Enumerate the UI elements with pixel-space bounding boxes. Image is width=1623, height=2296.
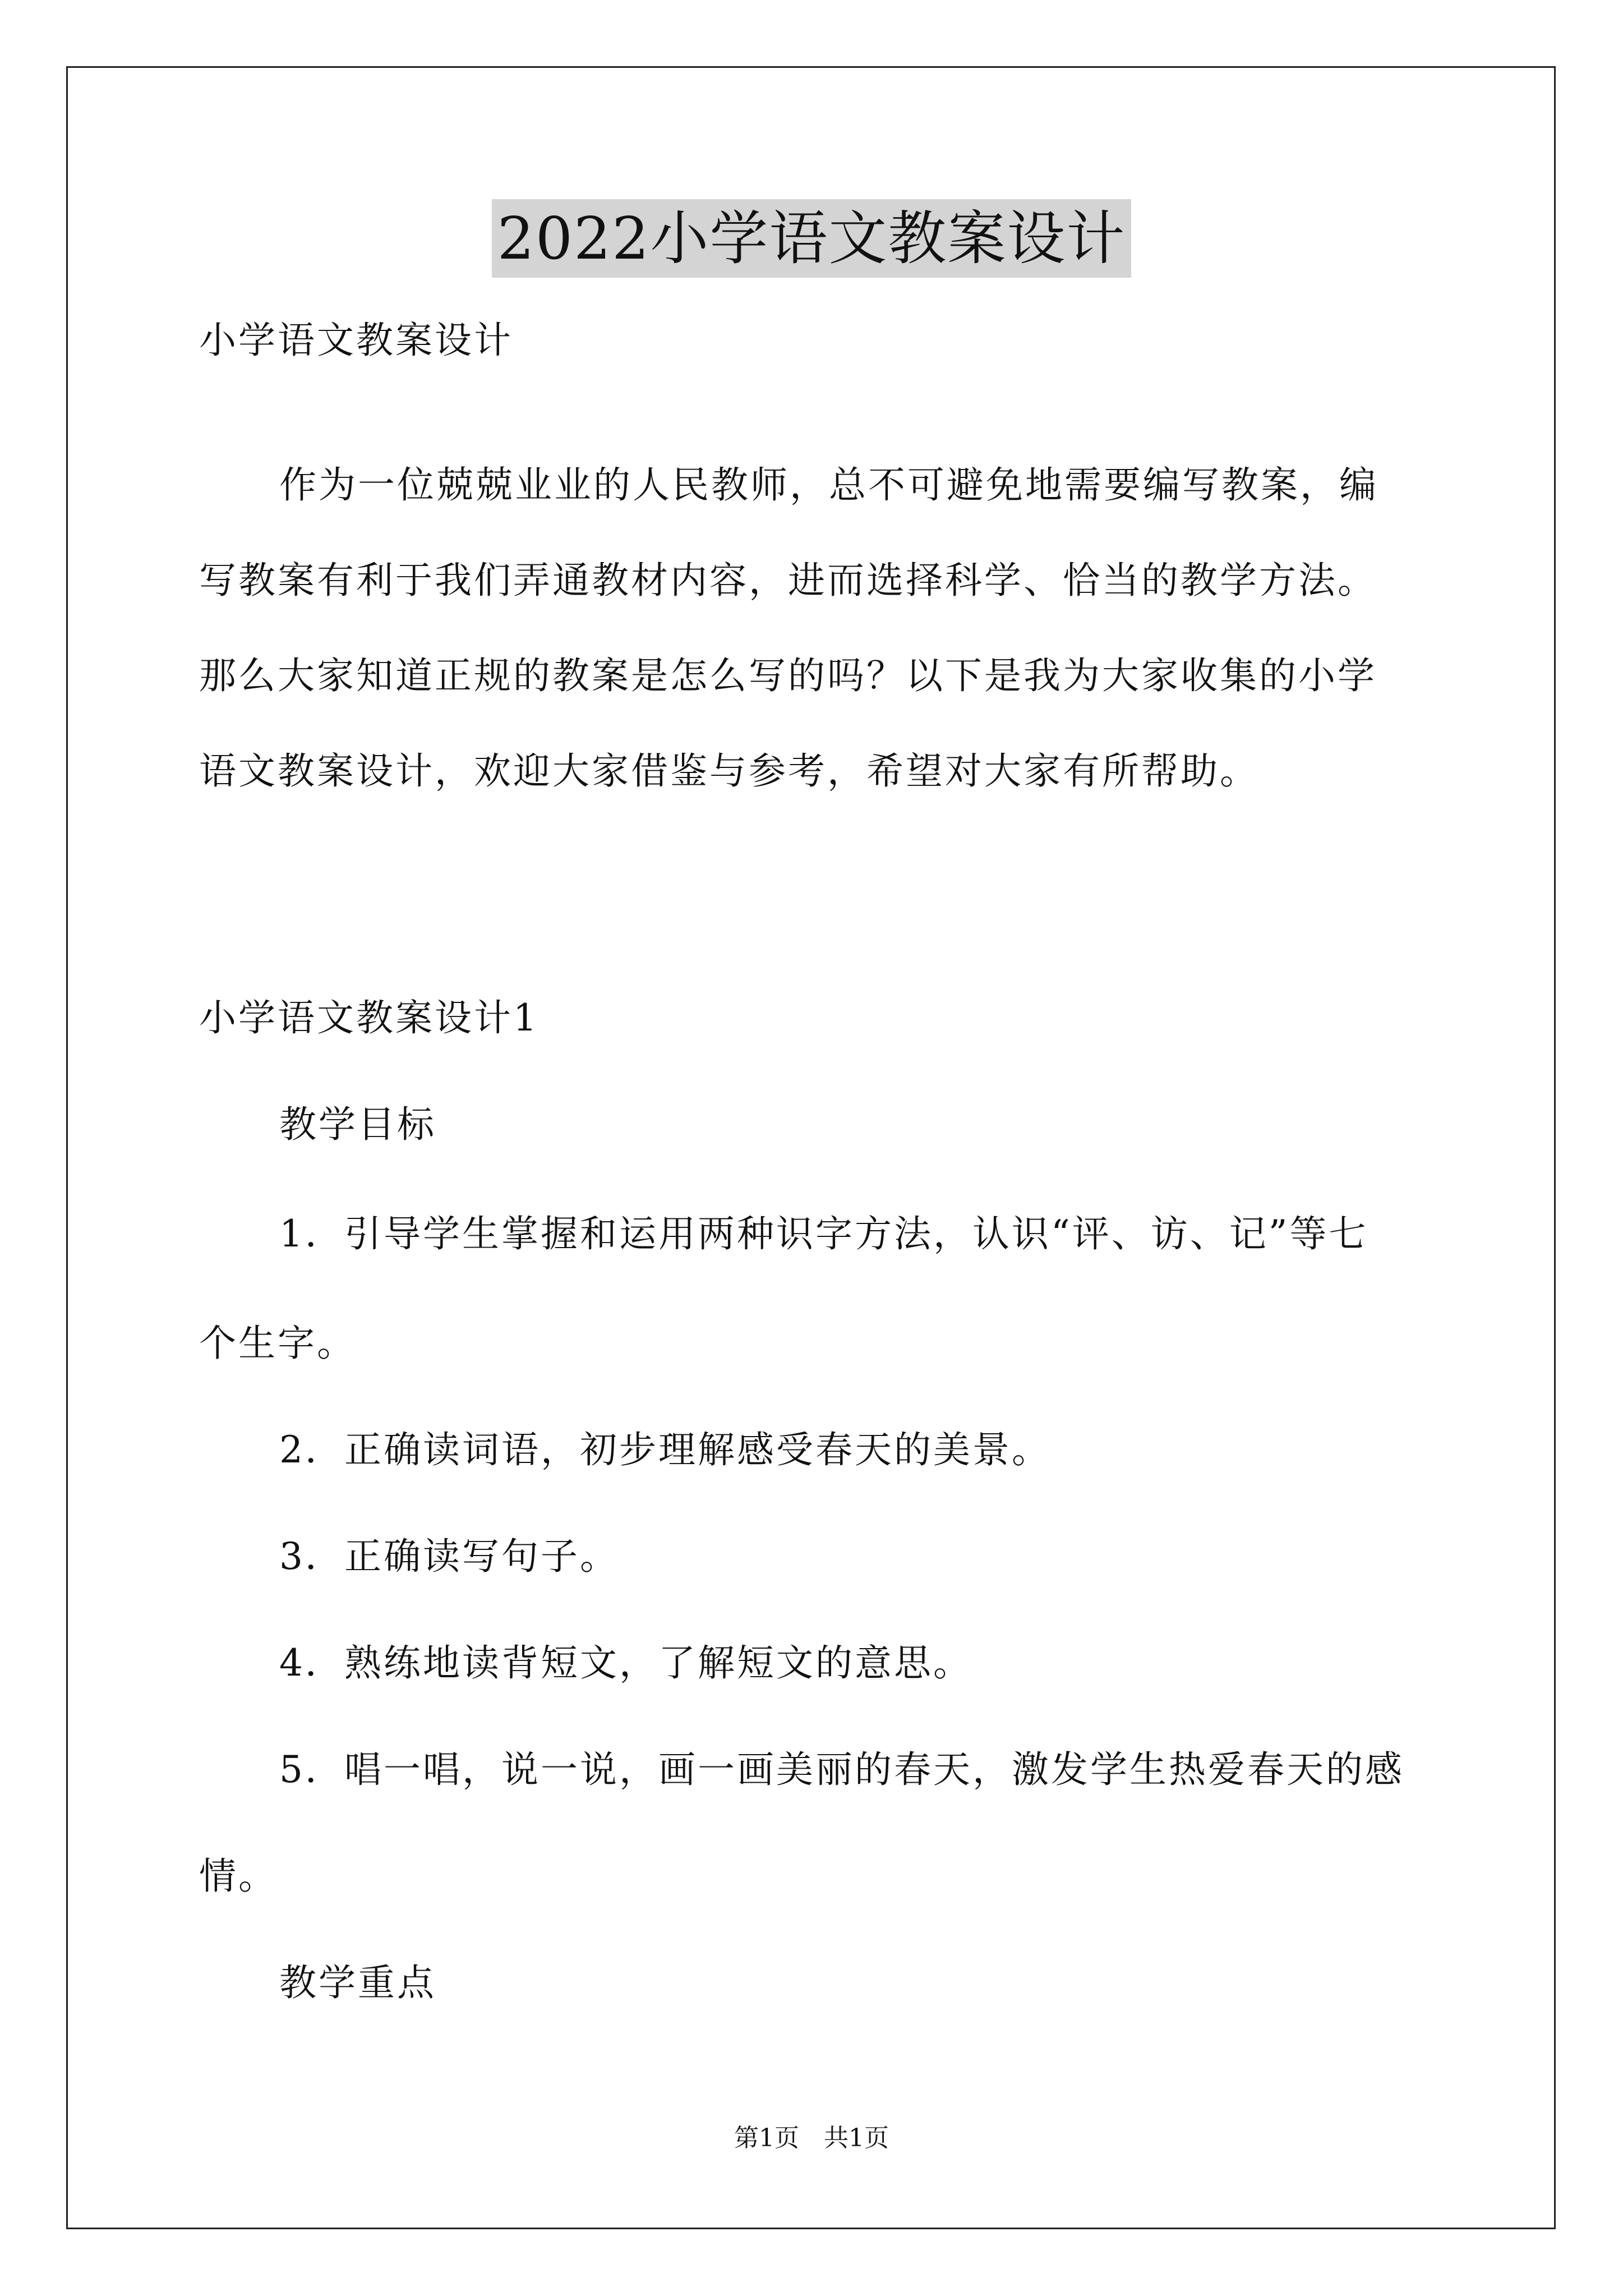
list-item: 2．正确读词语，初步理解感受春天的美景。 <box>279 1428 1051 1471</box>
list-item: 1．引导学生掌握和运用两种识字方法，认识“评、访、记”等七 <box>279 1212 1368 1255</box>
subsection-heading: 教学重点 <box>279 1961 436 2004</box>
list-item: 4．熟练地读背短文，了解短文的意思。 <box>279 1641 972 1685</box>
body-line: 那么大家知道正规的教案是怎么写的吗？以下是我为大家收集的小学 <box>199 654 1377 697</box>
body-line: 写教案有利于我们弄通教材内容，进而选择科学、恰当的教学方法。 <box>199 559 1377 602</box>
subsection-heading: 教学目标 <box>279 1103 436 1146</box>
list-item-continuation: 个生字。 <box>199 1322 356 1365</box>
subtitle-line: 小学语文教案设计 <box>199 319 513 362</box>
list-item: 3．正确读写句子。 <box>279 1535 619 1578</box>
list-item: 5．唱一唱，说一说，画一画美丽的春天，激发学生热爱春天的感 <box>279 1748 1404 1791</box>
title-container <box>0 199 1623 278</box>
page-number-footer: 第1页 共1页 <box>734 2124 889 2152</box>
section-heading: 小学语文教案设计1 <box>199 996 539 1039</box>
body-line: 作为一位兢兢业业的人民教师，总不可避免地需要编写教案，编 <box>279 463 1378 507</box>
list-item-continuation: 情。 <box>199 1855 278 1898</box>
document-title: 2022小学语文教案设计 <box>492 199 1132 278</box>
body-line: 语文教案设计，欢迎大家借鉴与参考，希望对大家有所帮助。 <box>199 749 1259 793</box>
